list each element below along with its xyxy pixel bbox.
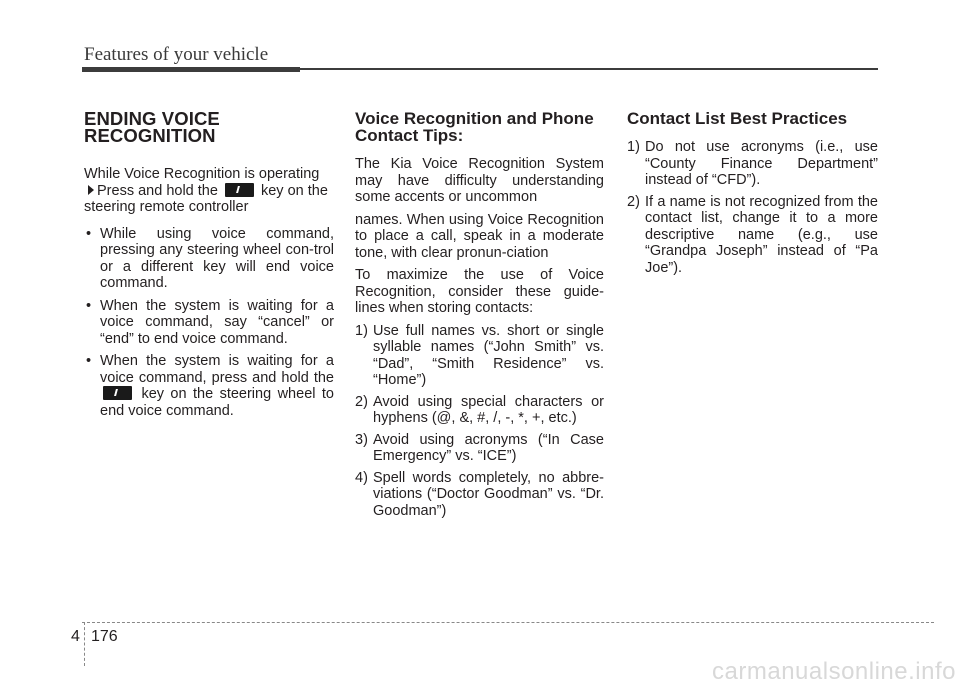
- arrow-right-icon: [88, 185, 94, 195]
- chapter-number: 4: [71, 628, 80, 645]
- header-bar-accent: [82, 67, 300, 72]
- bullet-item-3: [84, 353, 334, 419]
- list-item-text: If a name is not recognized from the contact list, change it to a more descriptive name (e.g., use “Grandpa Joseph” instead of “Pa Joe”).: [645, 193, 878, 276]
- page-header-title: Features of your vehicle: [84, 44, 269, 65]
- heading-line-1: ENDING VOICE: [84, 108, 220, 129]
- section-heading-contact-list: Contact List Best Practices: [627, 109, 848, 128]
- column-ending-voice-recognition: [84, 110, 334, 425]
- list-item-text: Use full names vs. short or single syllable names (“John Smith” vs. “Dad”, “Smith Residence” vs. “Home”): [373, 322, 604, 388]
- footer-divider: [84, 622, 85, 666]
- paragraph-2: names. When using Voice Recognition to place a call, speak in a moderate tone, with clear pronun-ciation: [355, 211, 604, 261]
- intro-text: While Voice Recognition is operating: [84, 166, 320, 182]
- header-rule: [300, 68, 878, 70]
- bullet-item-2: • When the system is waiting for a voice command, say “cancel” or “end” to end voice command.: [84, 298, 334, 348]
- list-item-number: 1): [627, 139, 640, 155]
- bullet3-pre: When the system is waiting for a voice command, press and hold the: [100, 353, 334, 386]
- instruction-end: steering remote controller: [84, 199, 249, 215]
- bullet-list: [84, 226, 334, 420]
- page-number: 176: [91, 628, 118, 645]
- steering-voice-key-icon: [225, 183, 254, 197]
- list-item-number: 1): [355, 322, 368, 339]
- list-item: [355, 323, 604, 389]
- steering-voice-key-icon: [103, 386, 132, 400]
- bullet3-post: key on the steering wheel to end voice command.: [100, 386, 334, 419]
- list-item-text: Do not use acronyms (i.e., use “County Finance Department” instead of “CFD”).: [645, 139, 878, 188]
- list-item-text: Spell words completely, no abbre-viations (“Doctor Goodman” vs. “Dr. Goodman”): [373, 469, 604, 519]
- watermark: carmanualsonline.info: [712, 658, 956, 685]
- list-item-number: 4): [355, 469, 368, 486]
- list-item-number: 2): [355, 393, 368, 410]
- list-item: [627, 194, 878, 277]
- list-item-number: 2): [627, 193, 640, 210]
- list-item-text: Avoid using acronyms (“In Case Emergency” vs. “ICE”): [373, 431, 604, 464]
- list-item: [355, 432, 604, 465]
- paragraph-3: To maximize the use of Voice Recognition, consider these guide-lines when storing contacts:: [355, 267, 604, 316]
- tips-list: [355, 323, 604, 520]
- column-voice-tips: [355, 110, 604, 524]
- list-item-text: Avoid using special characters or hyphens (@, &, #, /, -, *, +, etc.): [373, 393, 604, 426]
- paragraph-1: The Kia Voice Recognition System may have difficulty understanding some accents or uncommon: [355, 156, 604, 205]
- footer-rule: [82, 622, 934, 623]
- section-heading-ending-voice: [84, 110, 334, 144]
- column-contact-best-practices: [627, 110, 878, 281]
- heading-line-2: RECOGNITION: [84, 125, 216, 146]
- list-item-number: 3): [355, 431, 368, 448]
- list-item: [355, 394, 604, 427]
- instruction-text: [84, 183, 334, 216]
- bullet-item-1: • While using voice command, pressing any steering wheel con-trol or a different key will end voice command.: [84, 226, 334, 292]
- best-practices-list: [627, 139, 878, 276]
- instruction-post: key on the: [260, 182, 328, 199]
- section-heading-voice-tips: Voice Recognition and Phone Contact Tips:: [355, 109, 594, 145]
- list-item: [627, 139, 878, 189]
- list-item: [355, 470, 604, 520]
- instruction-pre: Press and hold the: [97, 182, 218, 199]
